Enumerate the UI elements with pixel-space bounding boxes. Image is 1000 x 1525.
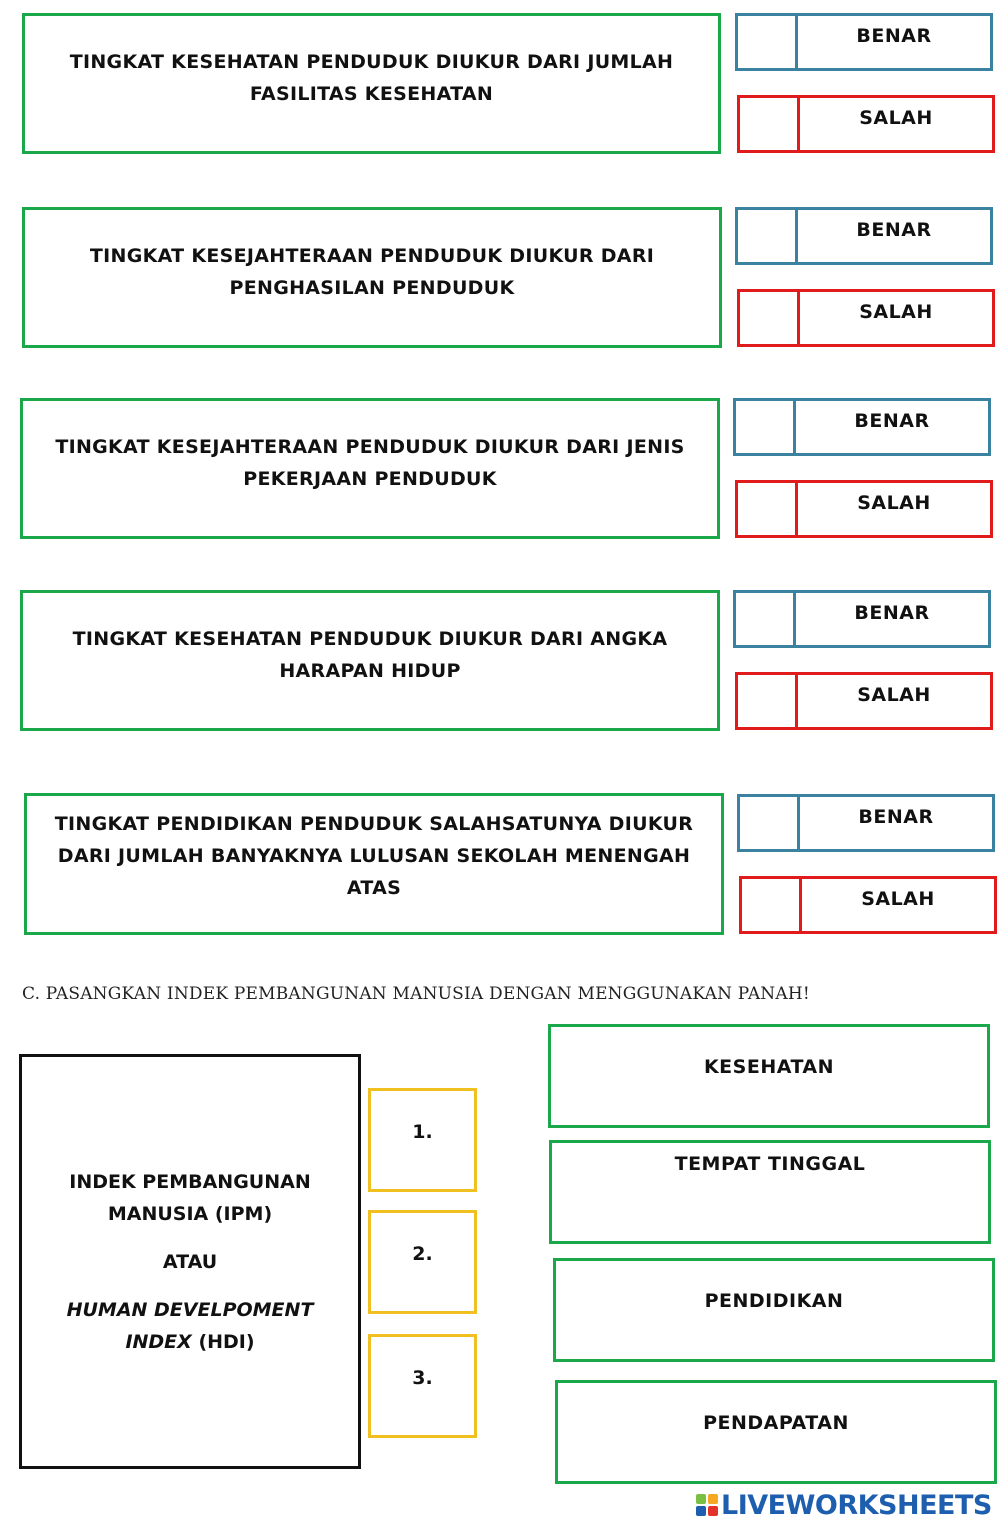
drop-slot-2[interactable] (368, 1210, 477, 1314)
statement-text: TINGKAT KESEHATAN PENDUDUK DIUKUR DARI ANGKA HARAPAN HIDUP (72, 627, 668, 682)
statement-box-2 (22, 207, 722, 348)
statement-box-4 (20, 590, 720, 731)
benar-option-5[interactable] (737, 794, 995, 852)
salah-label: SALAH (857, 492, 931, 514)
benar-option-3[interactable] (733, 398, 991, 456)
benar-label: BENAR (854, 410, 930, 432)
statement-box-3 (20, 398, 720, 539)
section-c-instruction: C. PASANGKAN INDEK PEMBANGUNAN MANUSIA DENGAN MENGGUNAKAN PANAH! (22, 984, 810, 1004)
checkbox[interactable] (738, 675, 798, 727)
benar-label: BENAR (856, 25, 932, 47)
ipm-box (19, 1054, 361, 1469)
ipm-english-abbr: (HDI) (198, 1330, 255, 1353)
ipm-english-name: HUMAN DEVELPOMENT INDEX (66, 1298, 314, 1353)
salah-label: SALAH (861, 888, 935, 910)
checkbox[interactable] (740, 797, 800, 849)
salah-option-4[interactable] (735, 672, 993, 730)
liveworksheets-logo[interactable] (696, 1488, 996, 1522)
option-label: PENDAPATAN (703, 1412, 849, 1434)
option-label: KESEHATAN (703, 1056, 835, 1078)
option-label: PENDIDIKAN (704, 1290, 844, 1312)
salah-option-1[interactable] (737, 95, 995, 153)
statement-box-5 (24, 793, 724, 935)
salah-label: SALAH (859, 107, 933, 129)
statement-box-1 (22, 13, 721, 154)
option-pendapatan[interactable] (555, 1380, 997, 1484)
benar-label: BENAR (856, 219, 932, 241)
slot-number: 3. (412, 1367, 433, 1389)
benar-label: BENAR (858, 806, 934, 828)
checkbox[interactable] (738, 16, 798, 68)
checkbox[interactable] (736, 401, 796, 453)
statement-text: TINGKAT KESEHATAN PENDUDUK DIUKUR DARI JUMLAH FASILITAS KESEHATAN (69, 50, 674, 105)
checkbox[interactable] (742, 879, 802, 931)
option-kesehatan[interactable] (548, 1024, 990, 1128)
salah-option-5[interactable] (739, 876, 997, 934)
drop-slot-3[interactable] (368, 1334, 477, 1438)
liveworksheets-logo-icon (696, 1494, 718, 1516)
drop-slot-1[interactable] (368, 1088, 477, 1192)
checkbox[interactable] (740, 98, 800, 150)
slot-number: 1. (412, 1121, 433, 1143)
salah-option-3[interactable] (735, 480, 993, 538)
checkbox[interactable] (740, 292, 800, 344)
benar-option-4[interactable] (733, 590, 991, 648)
checkbox[interactable] (738, 483, 798, 535)
slot-number: 2. (412, 1243, 433, 1265)
option-label: TEMPAT TINGGAL (674, 1153, 866, 1175)
option-pendidikan[interactable] (553, 1258, 995, 1362)
ipm-english (52, 1294, 328, 1358)
salah-label: SALAH (859, 301, 933, 323)
statement-text: TINGKAT PENDIDIKAN PENDUDUK SALAHSATUNYA DIUKUR DARI JUMLAH BANYAKNYA LULUSAN SEKOLAH MENENGAH ATAS (54, 813, 694, 899)
salah-option-2[interactable] (737, 289, 995, 347)
benar-option-1[interactable] (735, 13, 993, 71)
ipm-title: INDEK PEMBANGUNAN MANUSIA (IPM) (69, 1170, 311, 1225)
statement-text: TINGKAT KESEJAHTERAAN PENDUDUK DIUKUR DARI JENIS PEKERJAAN PENDUDUK (55, 435, 685, 490)
brand-name: LIVEWORKSHEETS (721, 1489, 992, 1521)
checkbox[interactable] (736, 593, 796, 645)
benar-option-2[interactable] (735, 207, 993, 265)
benar-label: BENAR (854, 602, 930, 624)
statement-text: TINGKAT KESEJAHTERAAN PENDUDUK DIUKUR DARI PENGHASILAN PENDUDUK (89, 244, 655, 299)
salah-label: SALAH (857, 684, 931, 706)
checkbox[interactable] (738, 210, 798, 262)
ipm-or: ATAU (162, 1250, 218, 1273)
option-tempat-tinggal[interactable] (549, 1140, 991, 1244)
